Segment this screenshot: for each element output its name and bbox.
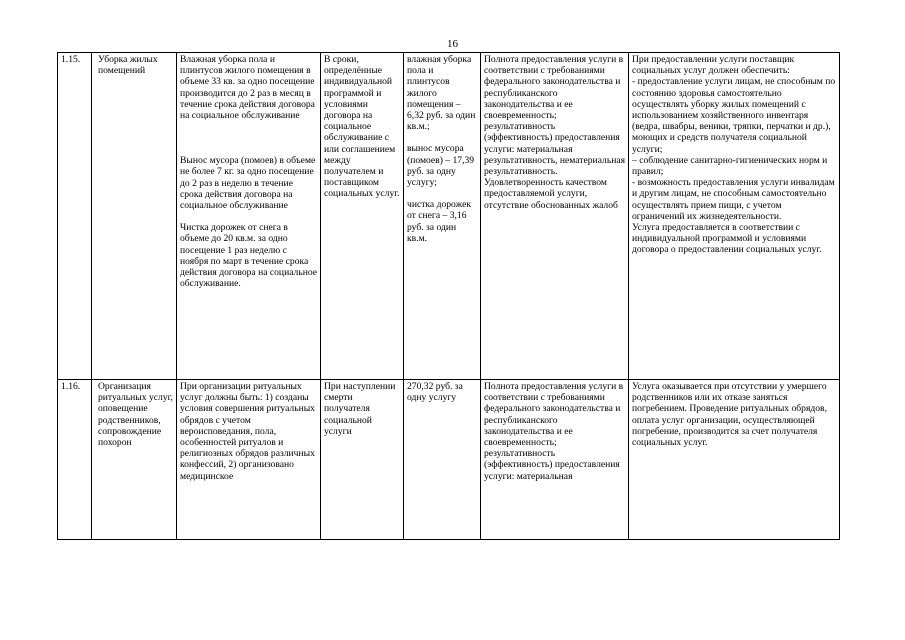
conditions-item: - возможность предоставления услуги инвалидам и другим лицам, не способным самостоятельно осуществлять прием пищи, с учетом ограничений их жизнедеятельности.: [632, 177, 835, 222]
description-part: Вынос мусора (помоев) в объеме не более 7 кг. за одно посещение до 2 раз в неделю в течение срока действия договора на социальное обслуживание: [180, 155, 316, 212]
service-name-cell: Уборка жилых помещений: [92, 53, 177, 380]
service-quality-cell: Полнота предоставления услуги в соответствии с требованиями федерального законодательства и республиканского законодательства и ее своевременность; результативность (эффективность) предоставления услуги: материальная: [481, 380, 629, 540]
service-name-cell: Организация ритуальных услуг, оповещение родственников, сопровождение похорон: [92, 380, 177, 540]
cost-part: чистка дорожек от снега – 3,16 руб. за один кв.м.: [407, 199, 472, 244]
cost-part: вынос мусора (помоев) – 17,39 руб. за одну услугу;: [407, 143, 475, 189]
row-number-cell: 1.15.: [58, 53, 92, 380]
services-table: [57, 52, 840, 540]
conditions-item: Услуга предоставляется в соответствии с индивидуальной программой и условиями договора о предоставлении социальных услуг.: [632, 222, 822, 256]
conditions-item: - предоставление услуги лицам, не способным по состоянию здоровья самостоятельно осуществлять уборку жилых помещений с использованием хозяйственного инвентаря (ведра, швабры, веники, тряпки, перчатки и др.), моющих и средств получателя социальной услуги;: [632, 76, 836, 155]
service-terms-cell: При наступлении смерти получателя социальной услуги: [321, 380, 404, 540]
row-number-cell: 1.16.: [58, 380, 92, 540]
service-cost-cell: 270,32 руб. за одну услугу: [404, 380, 481, 540]
page-number: 16: [447, 38, 458, 50]
table-row: [58, 380, 840, 540]
service-cost-cell: [404, 53, 481, 380]
description-part: Чистка дорожек от снега в объеме до 20 кв.м. за одно посещение 1 раз неделю с ноября по март в течение срока действия договора на социальное обслуживание.: [180, 222, 317, 290]
service-description-cell: [177, 53, 321, 380]
service-quality-cell: Полнота предоставления услуги в соответствии с требованиями федерального законодательства и республиканского законодательства и ее своевременность; результативность (эффективность) предоставления услуги: материальная результативность, нематериальная результативность. Удовлетворенность качеством предоставляемой услуги, отсутствие обоснованных жалоб: [481, 53, 629, 380]
description-part: Влажная уборка пола и плинтусов жилого помещения в объеме 33 кв. за одно посещение производится до 2 раз в месяц в течение срока действия договора на социальное обслуживание: [180, 54, 315, 122]
service-terms-cell: В сроки, определённые индивидуальной программой и условиями договора на социальное обслуживание с или соглашением между получателем и поставщиком социальных услуг.: [321, 53, 404, 380]
conditions-intro: При предоставлении услуги поставщик социальных услуг должен обеспечить:: [632, 54, 795, 77]
cost-part: влажная уборка пола и плинтусов жилого помещения – 6,32 руб. за один кв.м.;: [407, 54, 476, 133]
service-conditions-cell: Услуга оказывается при отсутствии у умершего родственников или их отказе заняться погребением. Проведение ритуальных обрядов, оплата услуг организации, осуществляющей погребение, производится за счет получателя социальных услуг.: [629, 380, 840, 540]
service-description-cell: При организации ритуальных услуг должны быть: 1) созданы условия совершения ритуальных обрядов с учетом вероисповедания, пола, особенностей ритуалов и религиозных обрядов различных конфессий, 2) организовано медицинское: [177, 380, 321, 540]
service-conditions-cell: [629, 53, 840, 380]
table-row: [58, 53, 840, 380]
conditions-item: – соблюдение санитарно-гигиенических норм и правил;: [632, 154, 828, 178]
